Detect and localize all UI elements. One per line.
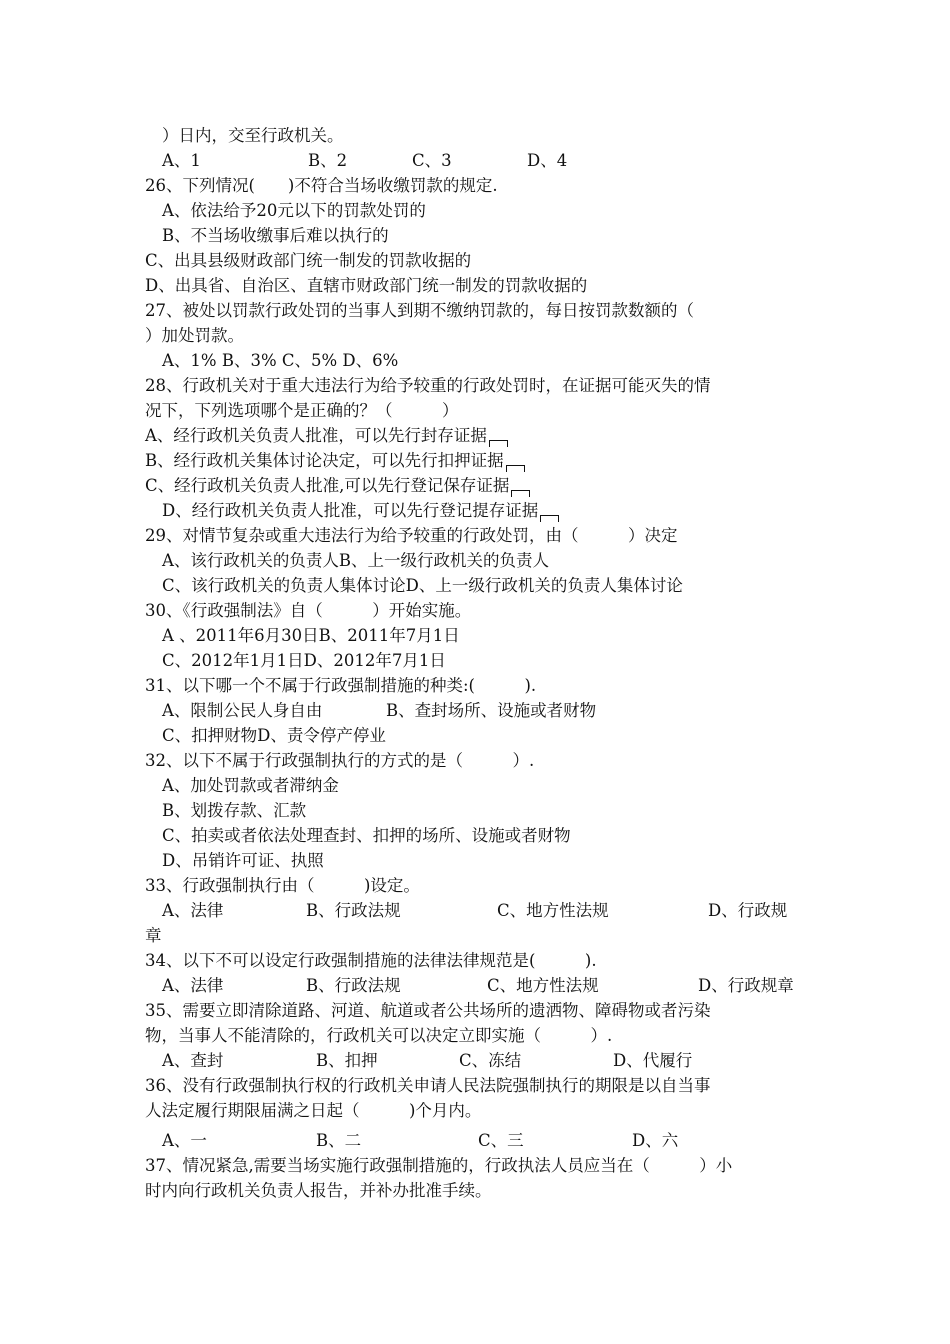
option-c: C、经行政机关负责人批准,可以先行登记保存证据 — [145, 476, 510, 495]
option-c: C、地方性法规 — [497, 901, 609, 920]
option-a: A、一 — [162, 1131, 207, 1150]
option-c-row — [145, 476, 530, 496]
option-a: A、经行政机关负责人批准，可以先行封存证据 — [145, 426, 487, 445]
question-37: 37、情况紧急,需要当场实施行政强制措施的，行政执法人员应当在（ ）小 — [145, 1156, 733, 1175]
option-a-row — [145, 426, 508, 446]
question-36: 36、没有行政强制执行权的行政机关申请人民法院强制执行的期限是以自当事 — [145, 1076, 711, 1095]
format-mark-icon — [506, 465, 525, 472]
options-line: A、1% B、3% C、5% D、6% — [162, 351, 399, 370]
question-32: 32、以下不属于行政强制执行的方式的是（ ）. — [145, 751, 535, 770]
question-31: 31、以下哪一个不属于行政强制措施的种类:( ). — [145, 676, 537, 695]
option-d: D、六 — [632, 1131, 679, 1150]
option-d: D、4 — [527, 151, 568, 170]
question-34: 34、以下不可以设定行政强制措施的法律法律规范是( ). — [145, 951, 597, 970]
question-26: 26、下列情况( )不符合当场收缴罚款的规定. — [145, 176, 498, 195]
text-line: ）日内，交至行政机关。 — [162, 126, 344, 145]
question-35: 35、需要立即清除道路、河道、航道或者公共场所的遗洒物、障碍物或者污染 — [145, 1001, 711, 1020]
option-a: A、限制公民人身自由 — [162, 701, 323, 720]
question-36-cont: 人法定履行期限届满之日起（ )个月内。 — [145, 1101, 482, 1120]
question-30: 30、《行政强制法》自（ ）开始实施。 — [145, 601, 472, 620]
option-c: C、冻结 — [459, 1051, 522, 1070]
option-d-row — [162, 501, 559, 521]
option-c: C、三 — [478, 1131, 524, 1150]
option-b: B、行政法规 — [306, 901, 401, 920]
question-35-cont: 物，当事人不能清除的，行政机关可以决定立即实施（ ）. — [145, 1026, 613, 1045]
format-mark-icon — [540, 515, 559, 522]
option-d-cont: 章 — [145, 926, 162, 945]
question-37-cont: 时内向行政机关负责人报告，并补办批准手续。 — [145, 1181, 492, 1200]
question-27: 27、被处以罚款行政处罚的当事人到期不缴纳罚款的，每日按罚款数额的（ — [145, 301, 694, 320]
option-d: D、行政规 — [708, 901, 788, 920]
option-b: B、二 — [316, 1131, 362, 1150]
option-c: C、出具县级财政部门统一制发的罚款收据的 — [145, 251, 472, 270]
option-a: A、查封 — [162, 1051, 224, 1070]
option-b-row — [145, 451, 525, 471]
question-29: 29、对情节复杂或重大违法行为给予较重的行政处罚，由（ ）决定 — [145, 526, 678, 545]
options-line: A 、2011年6月30日B、2011年7月1日 — [162, 626, 460, 645]
option-d: D、经行政机关负责人批准，可以先行登记提存证据 — [162, 501, 539, 520]
option-b: B、查封场所、设施或者财物 — [386, 701, 597, 720]
question-27-cont: ）加处罚款。 — [145, 326, 244, 345]
option-b: B、经行政机关集体讨论决定，可以先行扣押证据 — [145, 451, 504, 470]
option-b: B、2 — [308, 151, 348, 170]
options-line: C、该行政机关的负责人集体讨论D、上一级行政机关的负责人集体讨论 — [162, 576, 683, 595]
option-b: B、扣押 — [316, 1051, 378, 1070]
option-a: A、法律 — [162, 901, 224, 920]
format-mark-icon — [511, 490, 530, 497]
option-b: B、不当场收缴事后难以执行的 — [162, 226, 389, 245]
option-a: A、依法给予20元以下的罚款处罚的 — [162, 201, 426, 220]
option-c: C、拍卖或者依法处理查封、扣押的场所、设施或者财物 — [162, 826, 571, 845]
options-line: C、2012年1月1日D、2012年7月1日 — [162, 651, 446, 670]
option-d: D、行政规章 — [698, 976, 794, 995]
option-b: B、划拨存款、汇款 — [162, 801, 307, 820]
option-c: C、3 — [412, 151, 452, 170]
option-d: D、代履行 — [613, 1051, 693, 1070]
option-a: A、1 — [162, 151, 201, 170]
option-d: D、出具省、自治区、直辖市财政部门统一制发的罚款收据的 — [145, 276, 588, 295]
option-a: A、法律 — [162, 976, 224, 995]
format-mark-icon — [489, 440, 508, 447]
question-28: 28、行政机关对于重大违法行为给予较重的行政处罚时，在证据可能灭失的情 — [145, 376, 711, 395]
option-a: A、加处罚款或者滞纳金 — [162, 776, 339, 795]
option-c: C、地方性法规 — [487, 976, 599, 995]
question-28-cont: 况下，下列选项哪个是正确的？（ ） — [145, 401, 459, 420]
options-line: A、该行政机关的负责人B、上一级行政机关的负责人 — [162, 551, 550, 570]
option-b: B、行政法规 — [306, 976, 401, 995]
option-d: D、吊销许可证、执照 — [162, 851, 324, 870]
question-33: 33、行政强制执行由（ )设定。 — [145, 876, 420, 895]
options-line: C、扣押财物D、责令停产停业 — [162, 726, 386, 745]
